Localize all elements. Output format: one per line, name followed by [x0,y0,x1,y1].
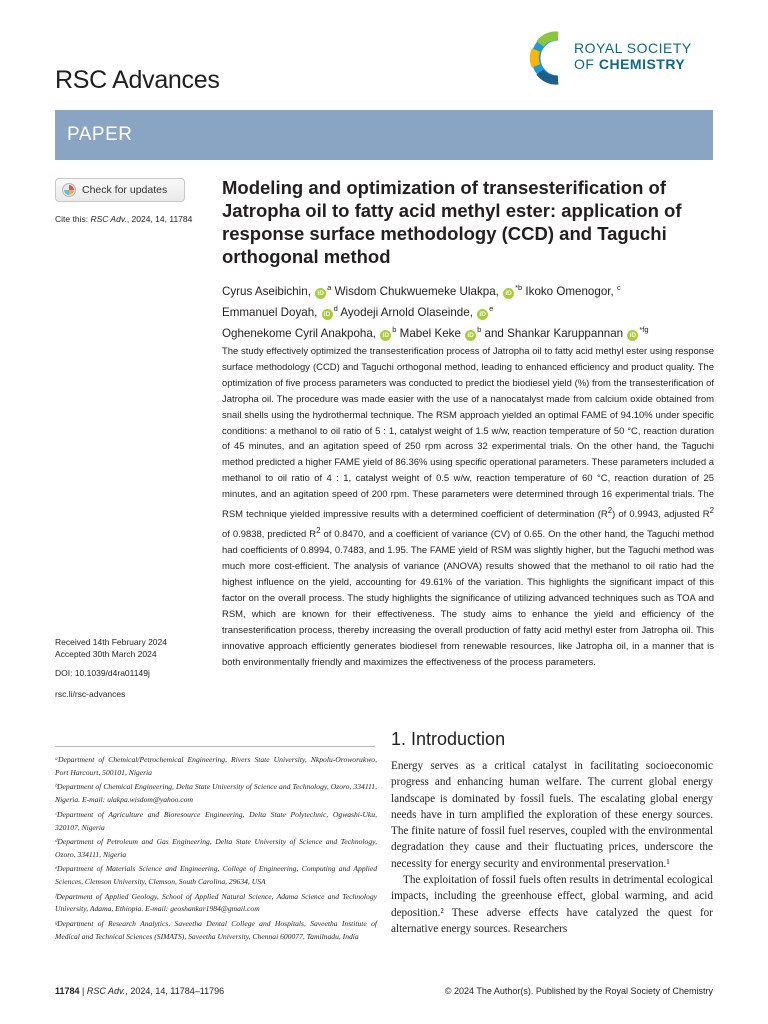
author [335,285,523,298]
author-name: and Shankar Karuppannan [484,327,627,340]
check-for-updates-button[interactable] [55,178,185,202]
affiliation-marker: b [392,325,397,334]
affiliation-marker: a [327,283,332,292]
author-name: Mabel Keke [399,327,465,340]
journal-link[interactable]: rsc.li/rsc-advances [55,689,126,699]
orcid-icon[interactable]: iD [627,330,638,341]
affiliations [55,754,377,945]
received-date: Received 14th February 2024 [55,637,167,647]
page-footer-citation: 11784 | RSC Adv., 2024, 14, 11784–11796 [55,986,225,996]
affiliation: ᵃDepartment of Chemical/Petrochemical Engineering, Rivers State University, Nkpolu-Oroworukwo, Port Harcourt, 500101, Nigeria [55,755,377,777]
article-type-label: PAPER [67,124,133,145]
publisher-line-1: ROYAL SOCIETY [574,40,692,56]
rsc-logo-icon [528,30,572,86]
orcid-icon[interactable]: iD [477,309,488,320]
author [400,327,482,340]
affiliation: ᵍDepartment of Research Analytics, Saveetha Dental College and Hospitals, Saveetha Institute of Medical and Technical Sciences (SIMATS), Saveetha University, Chennai 600077, Tamilnadu, India [55,918,377,941]
affiliation: ᶠDepartment of Applied Geology, School of Applied Natural Science, Adama Science and Technology University, Adama, Ethiopia. E-mail: geoshankar1984@gmail.com [55,891,377,914]
abstract: The study effectively optimized the transesterification process of Jatropha oil to fatty acid methyl ester using response surface methodology (CCD) and Taguchi orthogonal method, leading to enhanced efficiency and product quality. The optimization of five process parameters was conducted to predict the biodiesel yield (%) from the transesterification of Jatropha oil. The procedure was made easier with the use of a nanocatalyst made from calcium oxide obtained from snail shells using the hydrothermal technique. The RSM approach yielded an optimal FAME of 94.10% under specific conditions: a methanol to oil ratio of 5 : 1, catalyst weight of 1.5 w/w, reaction temperature of 50 °C, reaction duration of 45 minutes, and an agitation speed of 250 rpm across 32 experimental trials. On the other hand, the Taguchi method predicted a higher FAME yield of 86.36% using specific operational parameters. These parameters included a methanol to oil ratio of 4 : 1, catalyst weight of 0.5 w/w, reaction temperature of 60 °C, reaction duration of 25 minutes, and an agitation speed of 200 rpm. These parameters were determined through 16 experimental trials. The RSM technique yielded impressive results with a determined coefficient of determination $(R^2)$ of 0.9943, adjusted $R^2$ of 0.9838, predicted $R^2$ of 0.8470, and a coefficient of variance (CV) of 0.65. On the other hand, the Taguchi method had coefficients of 0.8994, 0.7483, and 1.95. The FAME yield of RSM was slightly higher, but the Taguchi method was much more cost-efficient. The analysis of variance (ANOVA) results showed that the methanol to oil ratio had the highest influence on the yield, accounting for 49.61% of the variation. This highlights the significant impact of this factor on the overall process. The study highlights the significance of utilizing advanced techniques such as TOA and RSM, which are known for their effectiveness. The study aims to enhance the yield and efficiency of the transesterification process, thereby increasing the overall production of fatty acid methyl ester from Jatropha oil. This innovative approach efficiently generates biodiesel from renewable resources, like Jatropha oil, in a manner that is both environmentally friendly and maximizes the effectiveness of the process parameters. [222,346,714,668]
author [222,285,331,298]
affiliation: ᶜDepartment of Agriculture and Bioresource Engineering, Delta State Polytechnic, Ogwashi-Uku, 320107, Nigeria [55,809,377,832]
submission-dates [55,636,167,660]
citation: Cite this: RSC Adv., 2024, 14, 11784 [55,214,193,224]
orcid-icon[interactable]: iD [465,330,476,341]
journal-title: RSC Advances [55,66,220,94]
article-title: Modeling and optimization of transesterification of Jatropha oil to fatty acid methyl ester: application of response surface methodology (CCD) and Taguchi orthogonal method [222,177,682,267]
introduction-body [391,758,713,937]
doi[interactable]: DOI: 10.1039/d4ra01149j [55,668,150,678]
author [340,306,493,319]
author [485,327,649,340]
footnote-divider [55,746,375,747]
author-name: Oghenekome Cyril Anakpoha, [222,327,380,340]
affiliation: ᵇDepartment of Chemical Engineering, Delta State University of Science and Technology, Ozoro, 334111, Nigeria. E-mail: ulakpa.wisdom@yahoo.com [55,782,377,805]
affiliation-marker: *fg [639,325,649,334]
affiliation-marker: c [616,283,621,292]
section-heading: 1. Introduction [391,729,506,749]
affiliation-marker: b [477,325,482,334]
author-name: Emmanuel Doyah, [222,306,321,319]
author-name: Cyrus Aseibichin, [222,285,315,298]
accepted-date: Accepted 30th March 2024 [55,649,157,659]
author [222,306,338,319]
rsc-logo [528,30,718,86]
affiliation: ᵈDepartment of Petroleum and Gas Engineering, Delta State University of Science and Technology, Ozoro, 334111, Nigeria [55,836,377,859]
check-updates-icon [62,183,76,197]
orcid-icon[interactable]: iD [315,288,326,299]
article-type-banner [55,110,713,160]
affiliation-marker: *b [515,283,523,292]
author-name: Wisdom Chukwuemeke Ulakpa, [334,285,503,298]
paragraph: The exploitation of fossil fuels often results in detrimental ecological impacts, including the greenhouse effect, global warming, and acid deposition.² These adverse effects have catalyzed the quest for alternative energy sources. Researchers [391,874,713,935]
author [222,327,396,340]
author-list [222,279,722,342]
publisher-line-2: OF CHEMISTRY [574,56,686,72]
check-updates-label: Check for updates [82,184,168,196]
orcid-icon[interactable]: iD [503,288,514,299]
affiliation-marker: d [333,304,338,313]
orcid-icon[interactable]: iD [322,309,333,320]
author-name: Ikoko Omenogor, [525,285,617,298]
author-name: Ayodeji Arnold Olaseinde, [340,306,477,319]
page-footer-copyright: © 2024 The Author(s). Published by the Royal Society of Chemistry [444,986,713,996]
paragraph: Energy serves as a critical catalyst in facilitating socioeconomic progress and enhancing human welfare. The current global energy landscape is dominated by fossil fuels. The escalating global energy needs have in turn amplified the exploration of these energy sources. The finite nature of fossil fuel reserves, coupled with the environmental degradation they cause and their fluctuating prices, underscore the necessity for energy security and environmental preservation.¹ [391,760,713,870]
author [525,285,620,298]
affiliation: ᵉDepartment of Materials Science and Engineering, College of Engineering, Computing and Applied Sciences, Clemson University, Clemson, South Carolina, 29634, USA [55,864,377,887]
orcid-icon[interactable]: iD [380,330,391,341]
affiliation-marker: e [489,304,494,313]
